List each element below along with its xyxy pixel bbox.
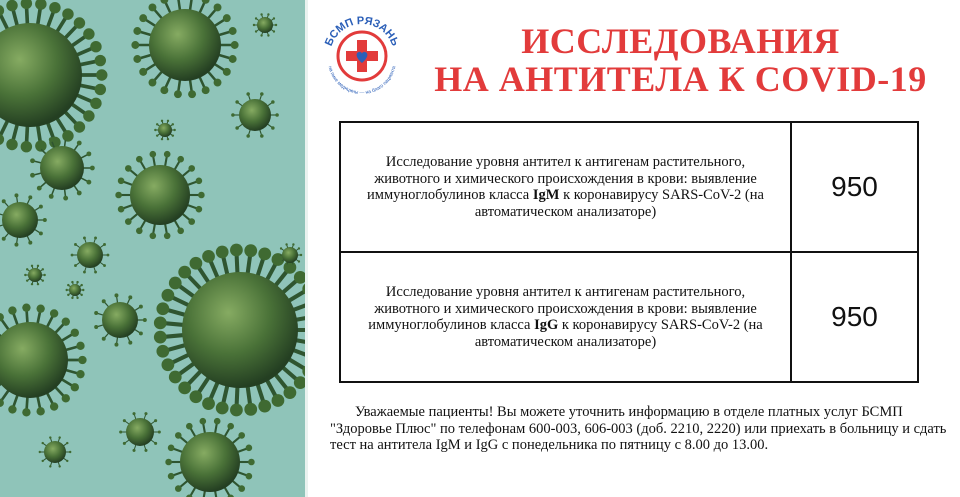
virus-particle (0, 0, 107, 152)
service-price: 950 (831, 171, 878, 202)
virus-particle (24, 265, 46, 286)
title-line-1: ИССЛЕДОВАНИЯ (521, 21, 840, 61)
virus-particle (253, 13, 277, 36)
virus-particle (0, 304, 87, 417)
coronavirus-illustration (0, 0, 305, 497)
footer-note: Уважаемые пациенты! Вы можете уточнить информацию в отделе платных услуг БСМП "Здоровье Плюс" по телефонам 600-003, 606-003 (доб. 2210, 2220) или приехать в больницу и сдать тест на антитела IgM и IgG с понедельника по пятницу с 8.00 до 13.00. (330, 404, 947, 453)
price-table (339, 121, 919, 383)
virus-illustration-panel (0, 0, 305, 497)
virus-particle (119, 412, 161, 452)
virus-particle (165, 418, 254, 497)
virus-particle (154, 120, 176, 141)
service-price: 950 (831, 301, 878, 332)
table-row (341, 251, 917, 381)
title-line-2: НА АНТИТЕЛА К COVID-19 (434, 59, 927, 99)
virus-particle (231, 92, 279, 138)
page-title (408, 22, 953, 98)
virus-particle (154, 244, 305, 417)
logo-text: БСМП РЯЗАНЬ (322, 14, 402, 48)
virus-particle (131, 0, 238, 98)
virus-particle (66, 281, 85, 299)
virus-particle (71, 237, 110, 274)
virus-particle (39, 436, 72, 467)
service-description: Исследование уровня антител к антигенам растительного, животного и химического происхождения в крови: выявление иммуноглобулинов класса IgM к коронавирусу SARS-CoV-2 (на автоматическом анализаторе) (341, 123, 792, 251)
virus-particle (94, 293, 147, 346)
table-row (341, 123, 917, 251)
logo-subtext: на пике медицины — на благо пациента (326, 65, 398, 97)
virus-particle (115, 151, 204, 239)
panel-divider (305, 0, 308, 497)
service-description: Исследование уровня антител к антигенам растительного, животного и химического происхождения в крови: выявление иммуноглобулинов класса IgG к коронавирусу SARS-CoV-2 (на автоматическом анализаторе) (341, 253, 792, 381)
virus-particle (0, 193, 47, 246)
antibody-class: IgG (534, 317, 559, 333)
antibody-class: IgM (532, 187, 560, 203)
bsmp-logo (316, 10, 408, 102)
